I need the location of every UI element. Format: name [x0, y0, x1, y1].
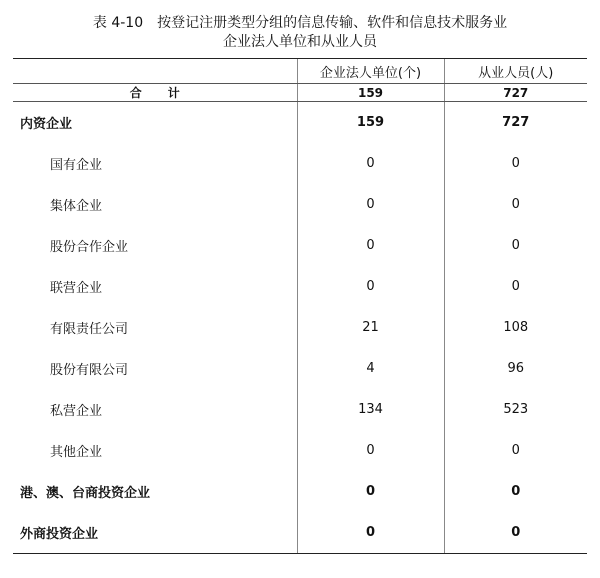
table-row	[13, 348, 587, 389]
table-row	[13, 471, 587, 512]
table-body	[13, 102, 587, 554]
row-persons-value: 0	[444, 512, 587, 554]
table-title-line-1: 表 4-10 按登记注册类型分组的信息传输、软件和信息技术服务业	[92, 15, 508, 31]
row-persons-value: 0	[444, 471, 587, 512]
row-units-value: 0	[297, 143, 444, 184]
row-units-value: 134	[297, 389, 444, 430]
table-title-line-2: 企业法人单位和从业人员	[223, 34, 377, 50]
table-row	[13, 225, 587, 266]
table-title	[13, 14, 587, 52]
row-persons-value: 0	[444, 225, 587, 266]
total-units: 159	[297, 84, 444, 102]
row-persons-value: 0	[444, 184, 587, 225]
row-category: 联营企业	[50, 281, 103, 296]
total-row	[13, 84, 587, 102]
row-category: 集体企业	[50, 199, 103, 214]
row-units-value: 21	[297, 307, 444, 348]
row-category: 私营企业	[50, 404, 103, 419]
row-persons-value: 0	[444, 143, 587, 184]
row-units-value: 0	[297, 184, 444, 225]
table-header-row	[13, 59, 587, 84]
row-persons-value: 0	[444, 430, 587, 471]
row-persons-value: 727	[444, 102, 587, 144]
header-cell-persons: 从业人员(人)	[444, 59, 587, 84]
row-category: 有限责任公司	[50, 322, 129, 337]
table-row	[13, 430, 587, 471]
total-label: 合计	[13, 84, 297, 102]
total-persons: 727	[444, 84, 587, 102]
row-units-value: 159	[297, 102, 444, 144]
row-category: 外商投资企业	[13, 512, 297, 554]
table-row	[13, 143, 587, 184]
header-cell-units: 企业法人单位(个)	[297, 59, 444, 84]
table-row	[13, 266, 587, 307]
row-units-value: 0	[297, 430, 444, 471]
row-units-value: 0	[297, 471, 444, 512]
table-row	[13, 307, 587, 348]
row-units-value: 0	[297, 512, 444, 554]
row-persons-value: 108	[444, 307, 587, 348]
header-cell-category	[13, 59, 297, 84]
row-units-value: 0	[297, 266, 444, 307]
row-category: 其他企业	[50, 445, 103, 460]
table-row	[13, 184, 587, 225]
row-category: 港、澳、台商投资企业	[20, 486, 151, 501]
row-persons-value: 0	[444, 266, 587, 307]
row-units-value: 0	[297, 225, 444, 266]
table-row	[13, 512, 587, 554]
row-units-value: 4	[297, 348, 444, 389]
table-row	[13, 102, 587, 144]
row-category: 内资企业	[20, 117, 73, 132]
row-persons-value: 96	[444, 348, 587, 389]
row-category: 股份有限公司	[50, 363, 129, 378]
row-persons-value: 523	[444, 389, 587, 430]
statistics-table	[13, 58, 587, 554]
row-category: 国有企业	[50, 158, 103, 173]
table-row	[13, 389, 587, 430]
row-category: 股份合作企业	[50, 240, 129, 255]
